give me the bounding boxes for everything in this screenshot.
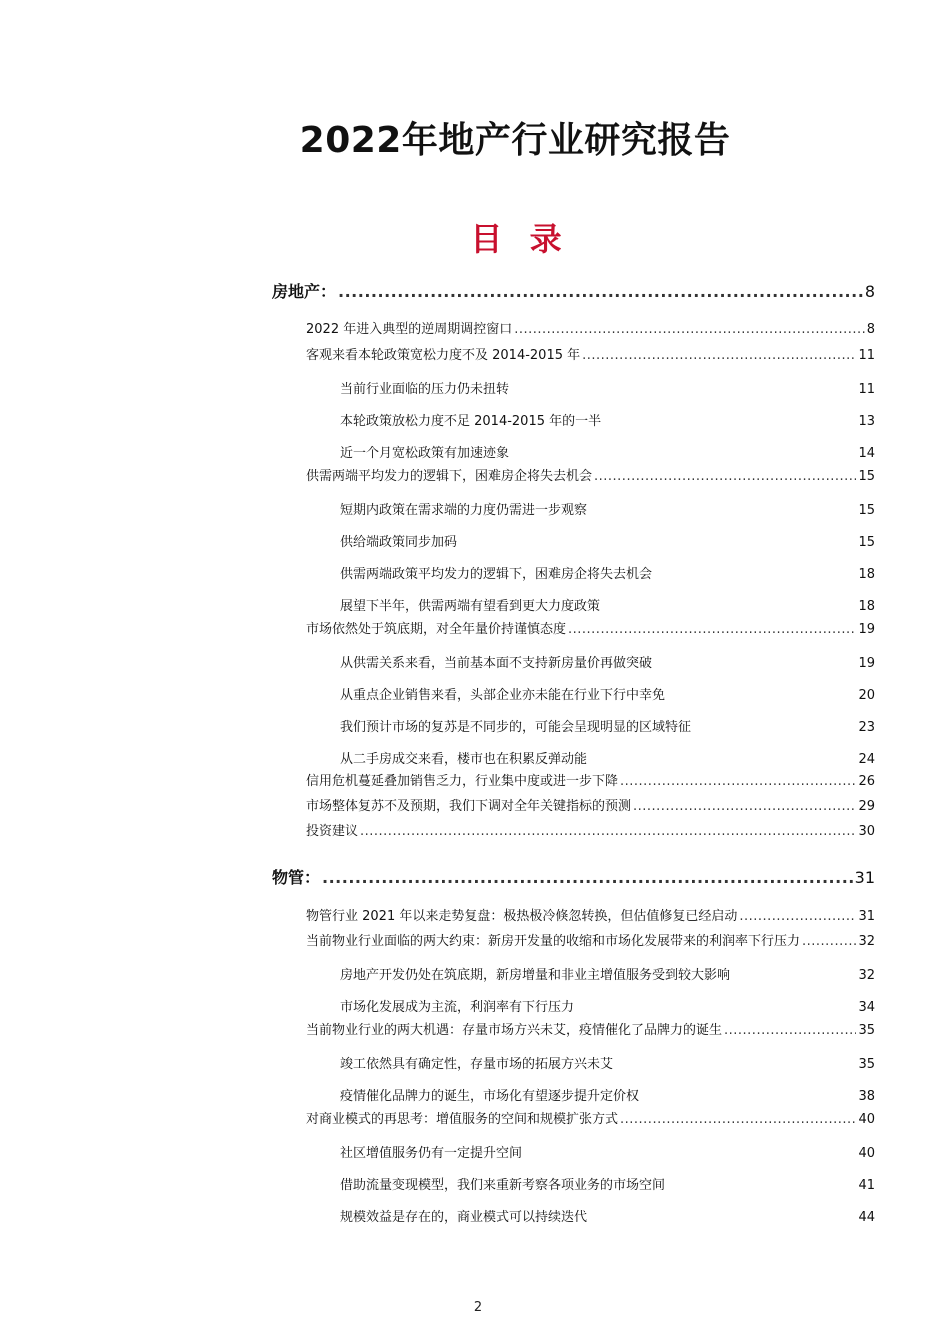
toc-entry[interactable]: 对商业模式的再思考：增值服务的空间和规模扩张方式 ..... 40	[306, 1108, 875, 1127]
page-number: 2	[473, 1300, 483, 1315]
toc-subentry[interactable]: 短期内政策在需求端的力度仍需进一步观察 15	[340, 503, 875, 518]
toc-subentry[interactable]: 当前行业面临的压力仍未扭转 11	[340, 382, 875, 397]
toc-section-property-management[interactable]: 物管： ..... 31	[272, 865, 875, 888]
toc-entry[interactable]: 信用危机蔓延叠加销售乏力，行业集中度或进一步下降 ..... 26	[306, 770, 875, 789]
toc-subentry[interactable]: 展望下半年，供需两端有望看到更大力度政策 18	[340, 599, 875, 614]
toc-subentry[interactable]: 借助流量变现模型，我们来重新考察各项业务的市场空间 41	[340, 1178, 875, 1193]
toc-entry[interactable]: 市场整体复苏不及预期，我们下调对全年关键指标的预测 ..... 29	[306, 795, 875, 814]
toc-subentry[interactable]: 供需两端政策平均发力的逻辑下，困难房企将失去机会 18	[340, 567, 875, 582]
toc-subentry[interactable]: 竣工依然具有确定性，存量市场的拓展方兴未艾 35	[340, 1057, 875, 1072]
toc-entry[interactable]: 市场依然处于筑底期，对全年量价持谨慎态度 ..... 19	[306, 618, 875, 637]
toc-entry[interactable]: 供需两端平均发力的逻辑下，困难房企将失去机会 ..... 15	[306, 465, 875, 484]
toc-entry[interactable]: 2022 年进入典型的逆周期调控窗口 ..... 8	[306, 318, 875, 337]
toc-subentry[interactable]: 我们预计市场的复苏是不同步的，可能会呈现明显的区域特征 23	[340, 720, 875, 735]
toc-heading: 目 录	[470, 220, 570, 258]
toc-entry[interactable]: 当前物业行业面临的两大约束：新房开发量的收缩和市场化发展带来的利润率下行压力 ..... 32	[306, 930, 875, 949]
toc-subentry[interactable]: 规模效益是存在的，商业模式可以持续迭代 44	[340, 1210, 875, 1225]
toc-subentry[interactable]: 房地产开发仍处在筑底期，新房增量和非业主增值服务受到较大影响 32	[340, 968, 875, 983]
toc-subentry[interactable]: 供给端政策同步加码 15	[340, 535, 875, 550]
toc-subentry[interactable]: 疫情催化品牌力的诞生，市场化有望逐步提升定价权 38	[340, 1089, 875, 1104]
toc-section-real-estate[interactable]: 房地产： ..... 8	[272, 279, 875, 302]
toc-subentry[interactable]: 本轮政策放松力度不足 2014-2015 年的一半 13	[340, 414, 875, 429]
document-title: 2022年地产行业研究报告	[299, 120, 731, 161]
toc-subentry[interactable]: 社区增值服务仍有一定提升空间 40	[340, 1146, 875, 1161]
toc-subentry[interactable]: 近一个月宽松政策有加速迹象 14	[340, 446, 875, 461]
toc-entry[interactable]: 当前物业行业的两大机遇：存量市场方兴未艾，疫情催化了品牌力的诞生 ..... 35	[306, 1019, 875, 1038]
toc-subentry[interactable]: 从供需关系来看，当前基本面不支持新房量价再做突破 19	[340, 656, 875, 671]
toc-subentry[interactable]: 从二手房成交来看，楼市也在积累反弹动能 24	[340, 752, 875, 767]
toc-subentry[interactable]: 市场化发展成为主流，利润率有下行压力 34	[340, 1000, 875, 1015]
toc-entry[interactable]: 投资建议 ..... 30	[306, 820, 875, 839]
toc-entry[interactable]: 客观来看本轮政策宽松力度不及 2014-2015 年 ..... 11	[306, 344, 875, 363]
toc-subentry[interactable]: 从重点企业销售来看，头部企业亦未能在行业下行中幸免 20	[340, 688, 875, 703]
toc-entry[interactable]: 物管行业 2021 年以来走势复盘：极热极冷倏忽转换，但估值修复已经启动 ..... 31	[306, 905, 875, 924]
